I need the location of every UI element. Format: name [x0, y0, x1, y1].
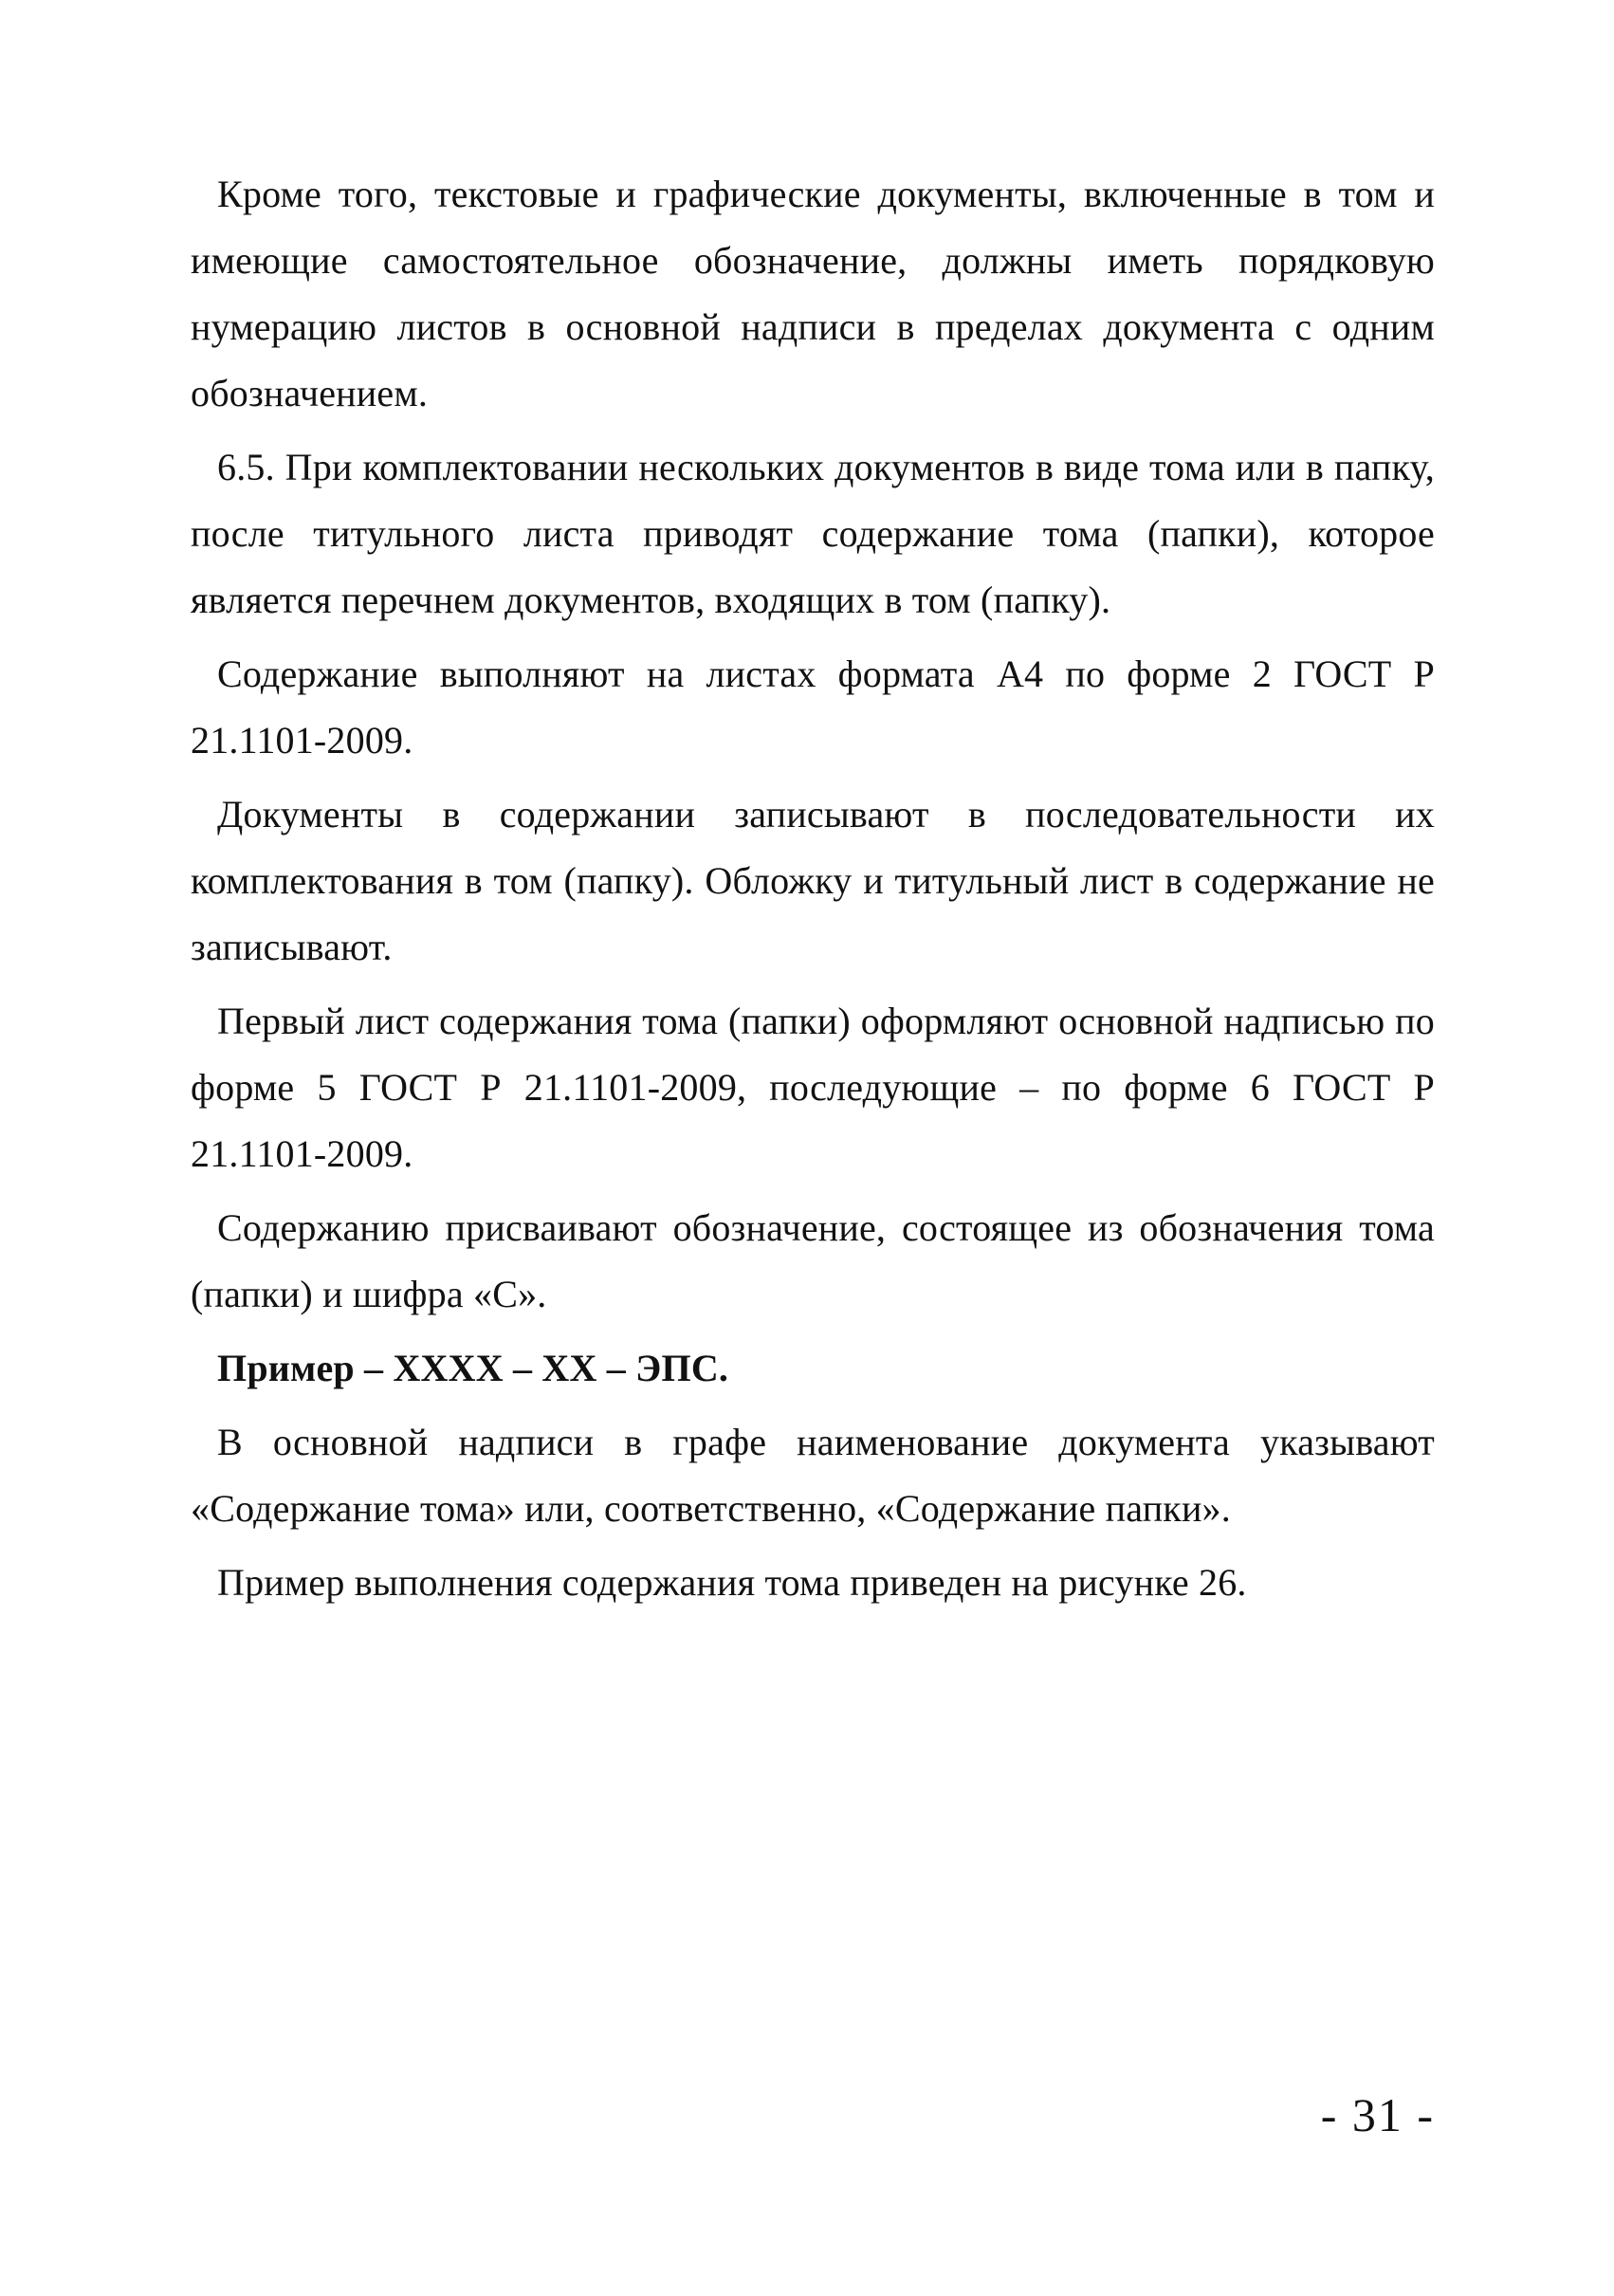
paragraph-contents-order: Документы в содержании записывают в последовательности их комплектования в том (папку). Обложку и титульный лист в содержание не записывают.	[191, 793, 1435, 968]
example-designation: Пример – ХХХХ – ХХ – ЭПС.	[217, 1347, 729, 1389]
paragraph-section-6-5: 6.5. При комплектовании нескольких документов в виде тома или в папку, после титульного листа приводят содержание тома (папки), которое является перечнем документов, входящих в том (папку).	[191, 446, 1435, 621]
body-text	[191, 161, 1435, 1624]
paragraph-designation: Содержанию присваивают обозначение, состоящее из обозначения тома (папки) и шифра «С».	[191, 1206, 1435, 1315]
paragraph-document-name: В основной надписи в графе наименование документа указывают «Содержание тома» или, соответственно, «Содержание папки».	[191, 1421, 1435, 1530]
paragraph-contents-format: Содержание выполняют на листах формата А4 по форме 2 ГОСТ Р 21.1101-2009.	[191, 652, 1435, 762]
page-number: - 31 -	[1320, 2088, 1435, 2141]
paragraph-figure-reference: Пример выполнения содержания тома приведен на рисунке 26.	[217, 1561, 1247, 1604]
paragraph-sheet-numbering: Кроме того, текстовые и графические документы, включенные в том и имеющие самостоятельное обозначение, должны иметь порядковую нумерацию листов в основной надписи в пределах документа с одним обозначением.	[191, 173, 1435, 414]
paragraph-title-block-forms: Первый лист содержания тома (папки) оформляют основной надписью по форме 5 ГОСТ Р 21.1101-2009, последующие – по форме 6 ГОСТ Р 21.1101-2009.	[191, 1000, 1435, 1175]
